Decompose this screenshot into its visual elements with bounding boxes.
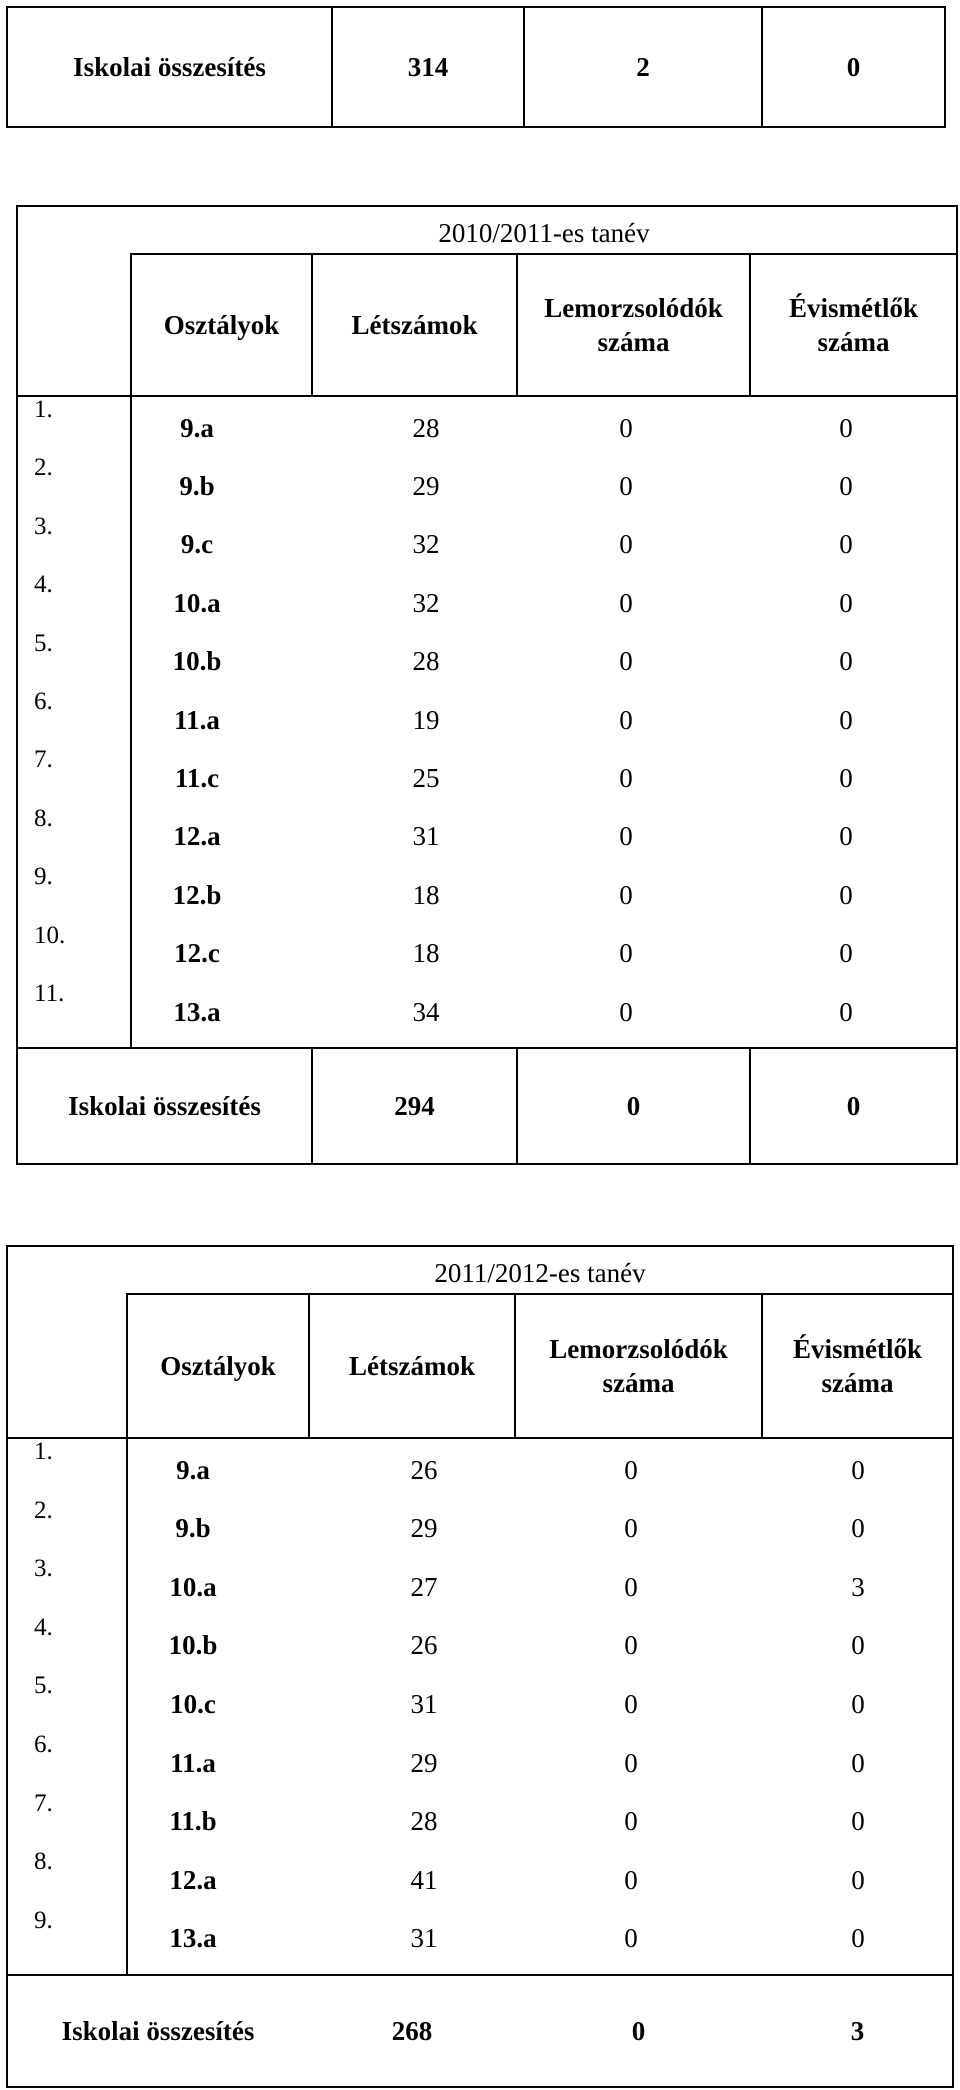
header-classes: Osztályok [160,1351,276,1381]
dropouts-cell: 0 [624,1923,638,1954]
table-row [6,1500,954,1558]
table-row [6,1851,954,1909]
dropouts-cell: 0 [619,412,633,443]
headcount-cell: 18 [412,879,440,910]
table-row [16,925,958,983]
repeaters-cell: 0 [839,704,853,735]
class-cell: 9.a [176,1454,210,1485]
table-row [16,749,958,807]
table-row [6,1675,954,1733]
row-number: 7. [34,1789,53,1817]
table-row [16,516,958,574]
dropouts-cell: 0 [619,470,633,501]
table-row [16,808,958,866]
headcount-cell: 28 [412,412,440,443]
dropouts-cell: 0 [619,587,633,618]
year-title: 2011/2012-es tanév [434,1258,646,1288]
repeaters-cell: 0 [851,1688,865,1719]
summary-enrolled: 268 [391,2016,433,2046]
repeaters-cell: 0 [851,1630,865,1661]
dropouts-cell: 0 [624,1571,638,1602]
row-number: 5. [34,629,53,657]
table-row [16,399,958,457]
row-number: 6. [34,1731,53,1758]
table-row [16,691,958,749]
class-cell: 12.b [172,879,222,910]
class-cell: 10.b [172,646,222,677]
summary-label: Iskolai összesítés [61,2016,255,2046]
headcount-cell: 31 [410,1688,438,1719]
table-row [6,1793,954,1851]
dropouts-cell: 0 [619,646,633,677]
row-number: 8. [34,1848,53,1876]
headcount-cell: 28 [412,646,440,677]
class-cell: 10.b [168,1630,218,1661]
summary-repeaters: 0 [846,1091,861,1121]
dropouts-cell: 0 [619,821,633,852]
class-cell: 9.b [179,470,215,501]
row-number: 2. [34,454,53,482]
dropouts-cell: 0 [619,879,633,910]
class-cell: 10.c [170,1688,216,1719]
headcount-cell: 29 [412,470,440,501]
repeaters-cell: 0 [851,1923,865,1954]
table-row [16,983,958,1041]
repeaters-cell: 0 [839,762,853,793]
class-cell: 10.a [169,1571,217,1602]
repeaters-cell: 0 [851,1454,865,1485]
table-row [6,1734,954,1792]
header-dropouts: Lemorzsolódók száma [544,293,723,357]
headcount-cell: 31 [412,821,440,852]
headcount-cell: 32 [412,529,440,560]
row-number: 9. [34,1906,53,1934]
repeaters-cell: 0 [851,1806,865,1837]
headcount-cell: 41 [410,1864,438,1895]
class-cell: 10.a [173,587,221,618]
headcount-cell: 26 [410,1454,438,1485]
table-row [16,866,958,924]
dropouts-cell: 0 [624,1454,638,1485]
row-number: 4. [34,1613,53,1641]
row-number: 8. [34,804,53,832]
repeaters-cell: 0 [839,879,853,910]
headcount-cell: 26 [410,1630,438,1661]
table-row [16,574,958,632]
dropouts-cell: 0 [624,1747,638,1778]
class-cell: 13.a [169,1923,217,1954]
repeaters-cell: 0 [851,1513,865,1544]
dropouts-cell: 0 [619,996,633,1027]
dropouts-cell: 0 [624,1806,638,1837]
headcount-cell: 31 [410,1923,438,1954]
headcount-cell: 29 [410,1513,438,1544]
headcount-cell: 28 [410,1806,438,1837]
dropouts-cell: 0 [624,1864,638,1895]
row-number: 9. [34,863,53,891]
summary-dropouts: 0 [631,2016,646,2046]
class-cell: 9.b [175,1513,211,1544]
class-cell: 13.a [173,996,221,1027]
header-headcount: Létszámok [349,1351,475,1381]
table-row [16,633,958,691]
headcount-cell: 29 [410,1747,438,1778]
class-cell: 11.c [174,762,220,793]
row-number: 6. [34,688,53,715]
table-row [6,1441,954,1499]
summary-repeaters: 0 [846,52,861,82]
row-number: 7. [34,746,53,774]
row-number: 4. [34,571,53,599]
row-number: 1. [34,1438,53,1465]
repeaters-cell: 0 [839,821,853,852]
dropouts-cell: 0 [624,1688,638,1719]
row-number: 1. [34,396,53,423]
row-number: 3. [34,1555,53,1583]
row-number: 5. [34,1672,53,1700]
repeaters-cell: 3 [851,1571,865,1602]
repeaters-cell: 0 [839,646,853,677]
class-cell: 12.c [174,938,220,969]
summary-enrolled: 314 [407,52,449,82]
summary-label: Iskolai összesítés [68,1091,261,1121]
top-summary-table [6,6,946,128]
class-cell: 9.c [180,529,214,560]
class-cell: 11.b [169,1806,217,1837]
headcount-cell: 25 [412,762,440,793]
headcount-cell: 18 [412,938,440,969]
dropouts-cell: 0 [624,1630,638,1661]
table-row [6,1617,954,1675]
class-cell: 11.a [174,704,220,735]
repeaters-cell: 0 [839,470,853,501]
row-number: 2. [34,1496,53,1524]
repeaters-cell: 0 [851,1864,865,1895]
headcount-cell: 34 [412,996,440,1027]
class-cell: 9.a [180,412,214,443]
summary-dropouts: 0 [626,1091,641,1121]
header-repeaters: Évismétlők száma [788,293,918,357]
header-repeaters: Évismétlők száma [792,1334,922,1398]
table-row [6,1558,954,1616]
repeaters-cell: 0 [839,587,853,618]
header-classes: Osztályok [163,310,280,340]
table-2011-2012 [6,1245,954,2088]
row-number: 10. [34,921,66,949]
summary-label: Iskolai összesítés [73,52,266,82]
year-title: 2010/2011-es tanév [438,218,650,248]
table-row [16,457,958,515]
dropouts-cell: 0 [619,938,633,969]
headcount-cell: 27 [410,1571,438,1602]
summary-repeaters: 3 [850,2016,865,2046]
class-cell: 12.a [169,1864,217,1895]
summary-enrolled: 294 [394,1091,435,1121]
header-dropouts: Lemorzsolódók száma [549,1334,728,1398]
row-number: 3. [34,512,53,540]
headcount-cell: 19 [412,704,440,735]
headcount-cell: 32 [412,587,440,618]
header-headcount: Létszámok [351,310,478,340]
class-cell: 12.a [173,821,221,852]
dropouts-cell: 0 [624,1513,638,1544]
dropouts-cell: 0 [619,762,633,793]
repeaters-cell: 0 [851,1747,865,1778]
dropouts-cell: 0 [619,529,633,560]
table-row [6,1910,954,1968]
row-number: 11. [34,980,65,1007]
class-cell: 11.a [170,1747,216,1778]
repeaters-cell: 0 [839,938,853,969]
repeaters-cell: 0 [839,412,853,443]
repeaters-cell: 0 [839,996,853,1027]
summary-dropouts: 2 [636,52,650,82]
table-2010-2011 [16,205,958,1165]
dropouts-cell: 0 [619,704,633,735]
repeaters-cell: 0 [839,529,853,560]
